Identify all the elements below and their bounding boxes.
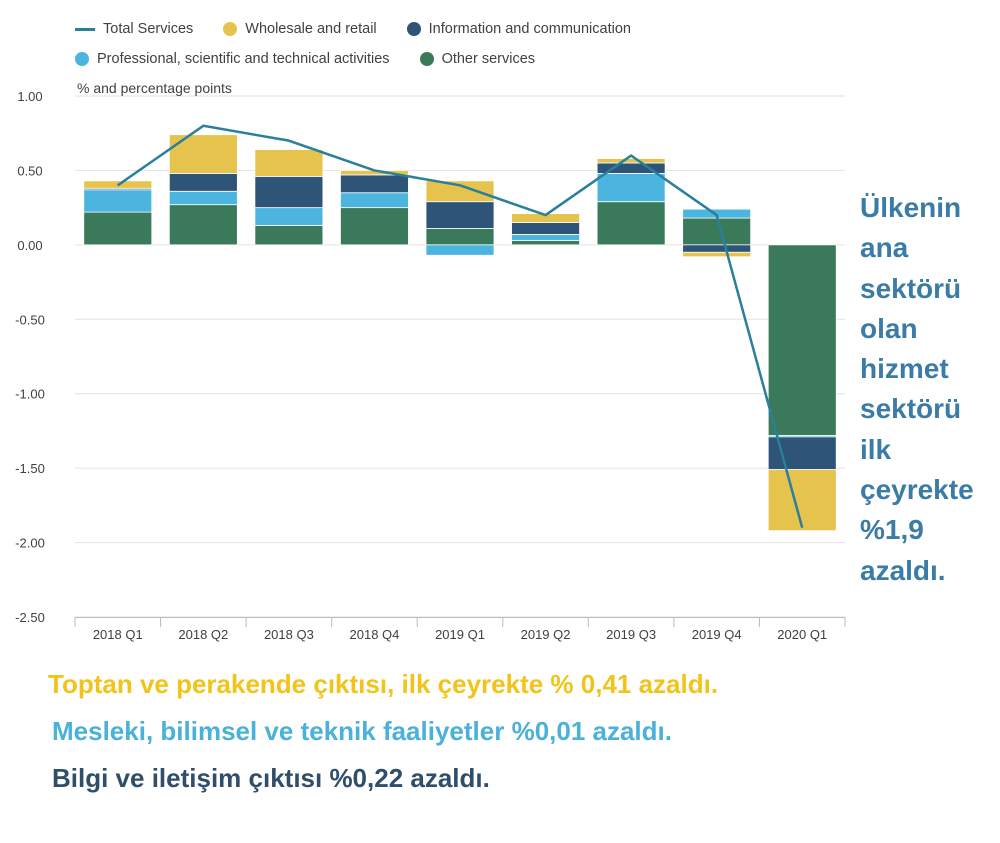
side-note-line: sektörü xyxy=(860,393,962,425)
side-note-line: hizmet xyxy=(860,353,949,385)
side-note-line: çeyrekte xyxy=(860,474,974,506)
legend-dot-swatch xyxy=(223,22,237,36)
bar-segment xyxy=(255,150,323,177)
legend-item-other[interactable] xyxy=(420,51,535,67)
x-tick-label: 2020 Q1 xyxy=(777,627,828,642)
bar-segment xyxy=(768,470,836,531)
legend-item-total[interactable] xyxy=(75,21,193,37)
side-note-line: azaldı. xyxy=(860,554,946,586)
bar-segment xyxy=(169,191,237,204)
bar-segment xyxy=(255,226,323,245)
x-tick-label: 2018 Q4 xyxy=(349,627,400,642)
bar-segment xyxy=(169,173,237,191)
legend-label: Professional, scientific and technical activities xyxy=(97,51,390,67)
y-tick-label: -2.00 xyxy=(15,535,45,551)
bar-segment xyxy=(683,245,751,252)
legend-label: Total Services xyxy=(103,21,194,37)
x-tick-label: 2019 Q2 xyxy=(520,627,571,642)
y-tick-label: -2.50 xyxy=(15,610,45,625)
legend-label: Other services xyxy=(441,51,536,67)
bar-segment xyxy=(683,218,751,245)
legend xyxy=(75,14,835,74)
side-note-line: olan xyxy=(860,312,918,344)
side-note-line: Ülkenin xyxy=(860,192,962,223)
legend-label: Information and communication xyxy=(428,21,631,37)
bar-segment xyxy=(512,223,580,235)
y-tick-label: 0.00 xyxy=(17,237,43,253)
bar-segment xyxy=(255,176,323,207)
x-tick-label: 2019 Q3 xyxy=(606,627,657,642)
bar-segment xyxy=(597,202,665,245)
y-tick-label: -1.50 xyxy=(15,461,45,477)
bar-segment xyxy=(84,212,152,245)
bar-segment xyxy=(340,193,408,208)
x-tick-label: 2018 Q2 xyxy=(178,627,229,642)
caption-wholesale: Toptan ve perakende çıktısı, ilk çeyrekte % 0,41 azaldı. xyxy=(48,669,719,699)
side-note-line: sektörü xyxy=(860,272,962,304)
bar-segment xyxy=(597,159,665,163)
bar-segment xyxy=(597,173,665,201)
bar-segment xyxy=(255,208,323,226)
bar-segment xyxy=(84,190,152,212)
caption-professional: Mesleki, bilimsel ve teknik faaliyetler %0,01 azaldı. xyxy=(52,716,672,746)
y-tick-label: -1.00 xyxy=(15,386,45,402)
bar-segment xyxy=(340,175,408,193)
legend-item-wholesale[interactable] xyxy=(223,21,376,37)
x-tick-label: 2019 Q1 xyxy=(435,627,485,642)
x-tick-label: 2019 Q4 xyxy=(691,627,742,642)
side-note-line: %1,9 xyxy=(860,514,924,546)
side-note-line: ilk xyxy=(860,433,892,465)
x-tick-label: 2018 Q1 xyxy=(92,627,143,642)
y-unit-label: % and percentage points xyxy=(77,80,232,96)
legend-item-info[interactable] xyxy=(407,21,631,37)
bar-segment xyxy=(426,245,494,255)
bar-segment xyxy=(426,202,494,229)
bar-segment xyxy=(768,245,836,436)
y-tick-label: -0.50 xyxy=(15,312,45,328)
bar-segment xyxy=(512,240,580,244)
bar-segment xyxy=(169,135,237,174)
legend-dot-swatch xyxy=(420,52,434,66)
caption-info: Bilgi ve iletişim çıktısı %0,22 azaldı. xyxy=(52,763,490,793)
bar-segment xyxy=(169,205,237,245)
bar-segment xyxy=(426,181,494,202)
legend-item-professional[interactable] xyxy=(75,51,390,67)
bar-segment xyxy=(340,208,408,245)
legend-line-swatch xyxy=(75,28,95,31)
side-note xyxy=(860,188,1000,591)
legend-dot-swatch xyxy=(75,52,89,66)
bar-segment xyxy=(426,228,494,244)
y-tick-label: 1.00 xyxy=(17,89,43,104)
x-tick-label: 2018 Q3 xyxy=(263,627,314,642)
side-note-line: ana xyxy=(860,232,909,264)
bar-segment xyxy=(683,252,751,256)
legend-dot-swatch xyxy=(407,22,421,36)
legend-label: Wholesale and retail xyxy=(245,21,377,37)
y-tick-label: 0.50 xyxy=(17,163,43,179)
bar-segment xyxy=(512,234,580,240)
